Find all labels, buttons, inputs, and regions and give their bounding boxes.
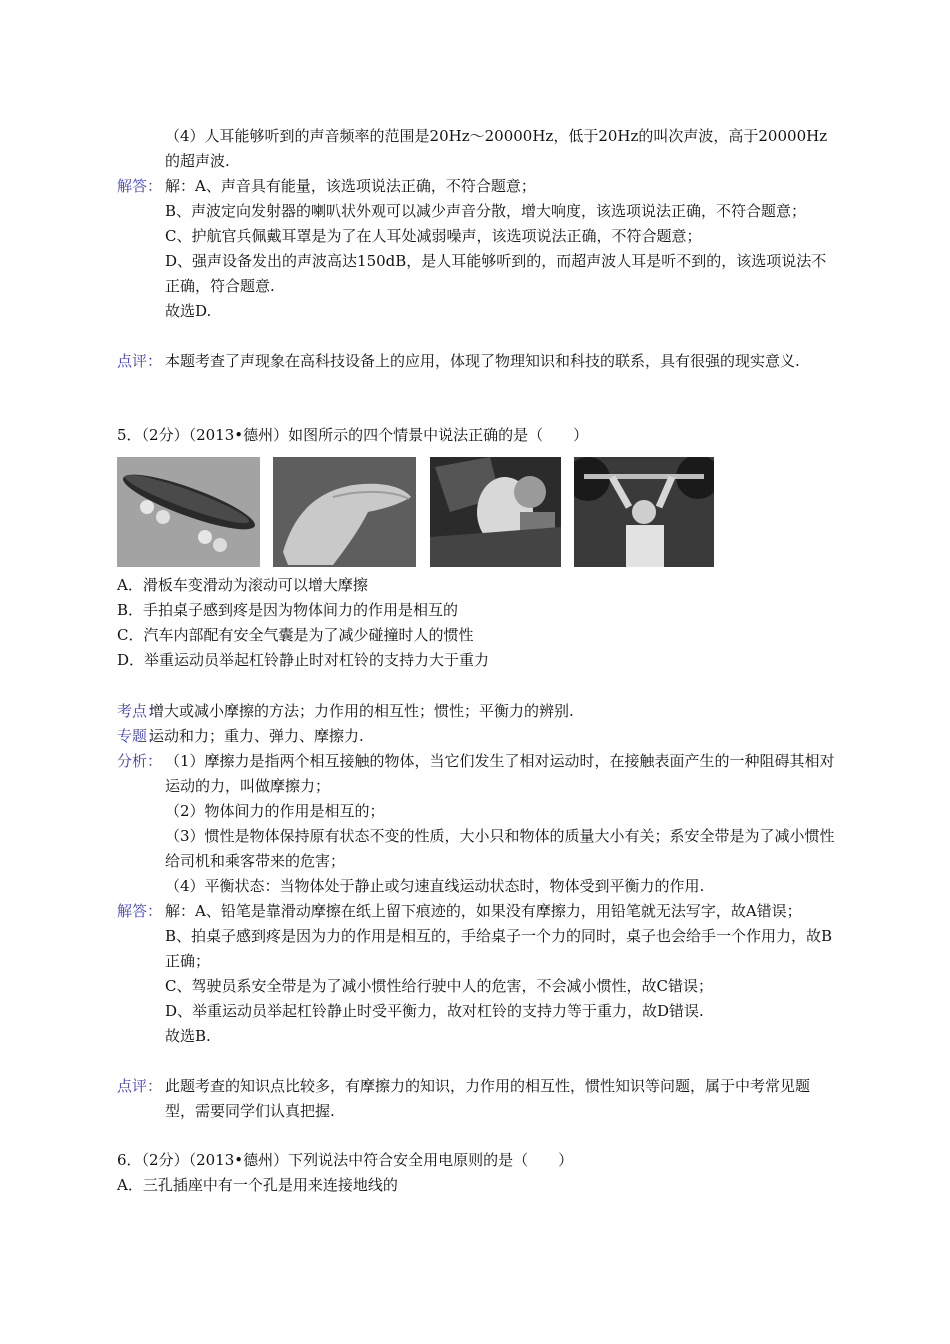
option-a: A．三孔插座中有一个孔是用来连接地线的 xyxy=(117,1176,398,1194)
jieda-line: 解：A、铅笔是靠滑动摩擦在纸上留下痕迹的，如果没有摩擦力，用铅笔就无法写字，故A错误； xyxy=(165,902,802,920)
answer-line: B、声波定向发射器的喇叭状外观可以减少声音分散，增大响度，该选项说法正确，不符合题意； xyxy=(165,202,807,220)
jieda-line: C、驾驶员系安全带是为了减小惯性给行驶中人的危害，不会减小惯性，故C错误； xyxy=(165,977,713,995)
jieda-line: B、拍桌子感到疼是因为力的作用是相互的，手给桌子一个力的同时，桌子也会给手一个作用力，故B正确； xyxy=(165,927,833,970)
prev-analysis-tail xyxy=(117,124,837,174)
q5-title xyxy=(117,423,837,448)
kaodian-label: 考点： xyxy=(117,702,163,720)
weightlifter-photo xyxy=(574,457,714,567)
question-title: 5．（2分）（2013•德州）如图所示的四个情景中说法正确的是（ ） xyxy=(117,426,589,444)
q5-fenxi xyxy=(117,749,837,899)
zhuanti-text: 运动和力；重力、弹力、摩擦力. xyxy=(149,727,364,745)
answer-label: 解答： xyxy=(117,177,163,195)
fenxi-label: 分析： xyxy=(117,752,163,770)
dianping-text: 此题考查的知识点比较多，有摩擦力的知识，力作用的相互性，惯性知识等问题，属于中考常见题型，需要同学们认真把握. xyxy=(165,1077,811,1120)
q6-title xyxy=(117,1148,837,1173)
option-d: D．举重运动员举起杠铃静止时对杠铃的支持力大于重力 xyxy=(117,651,490,669)
answer-line: 故选D. xyxy=(165,302,212,320)
option-b: B．手拍桌子感到疼是因为物体间力的作用是相互的 xyxy=(117,601,459,619)
zhuanti-label: 专题： xyxy=(117,727,163,745)
jieda-label: 解答： xyxy=(117,902,163,920)
answer-line: C、护航官兵佩戴耳罩是为了在人耳处减弱噪声，该选项说法正确，不符合题意； xyxy=(165,227,702,245)
answer-line: D、强声设备发出的声波高达150dB，是人耳能够听到的，而超声波人耳是听不到的，该选项说法不正确，符合题意. xyxy=(165,252,827,295)
option-c: C．汽车内部配有安全气囊是为了减少碰撞时人的惯性 xyxy=(117,626,474,644)
fenxi-line: （2）物体间力的作用是相互的； xyxy=(165,802,385,820)
q5-photos xyxy=(117,457,717,567)
analysis-item-4: （4）人耳能够听到的声音频率的范围是20Hz～20000Hz，低于20Hz的叫次声波，高于20000Hz的超声波. xyxy=(165,127,828,170)
fenxi-line: （4）平衡状态：当物体处于静止或匀速直线运动状态时，物体受到平衡力的作用. xyxy=(165,877,705,895)
prev-answer-block xyxy=(117,174,837,324)
hand-on-table-photo xyxy=(273,457,416,567)
jieda-line: 故选B. xyxy=(165,1027,211,1045)
comment-label: 点评： xyxy=(117,352,163,370)
answer-line: 解：A、声音具有能量，该选项说法正确，不符合题意； xyxy=(165,177,536,195)
option-a: A．滑板车变滑动为滚动可以增大摩擦 xyxy=(117,576,368,594)
q5-dianping xyxy=(117,1074,837,1124)
fenxi-line: （3）惯性是物体保持原有状态不变的性质，大小只和物体的质量大小有关；系安全带是为了减小惯性给司机和乘客带来的危害； xyxy=(165,827,835,870)
prev-comment-block xyxy=(117,349,837,374)
fenxi-line: （1）摩擦力是指两个相互接触的物体，当它们发生了相对运动时，在接触表面产生的一种阻碍其相对运动的力，叫做摩擦力； xyxy=(165,752,835,795)
skateboard-photo xyxy=(117,457,260,567)
q5-options xyxy=(117,573,837,673)
jieda-line: D、举重运动员举起杠铃静止时受平衡力，故对杠铃的支持力等于重力，故D错误. xyxy=(165,1002,704,1020)
q6-options xyxy=(117,1173,837,1198)
dianping-label: 点评： xyxy=(117,1077,163,1095)
question-title: 6．（2分）（2013•德州）下列说法中符合安全用电原则的是（ ） xyxy=(117,1151,574,1169)
comment-text: 本题考查了声现象在高科技设备上的应用，体现了物理知识和科技的联系，具有很强的现实意义. xyxy=(165,352,800,370)
q5-jieda xyxy=(117,899,837,1049)
kaodian-text: 增大或减小摩擦的方法；力作用的相互性；惯性；平衡力的辨别. xyxy=(149,702,574,720)
airbag-photo xyxy=(430,457,561,567)
q5-zhuanti xyxy=(117,724,837,749)
q5-kaodian xyxy=(117,699,837,724)
